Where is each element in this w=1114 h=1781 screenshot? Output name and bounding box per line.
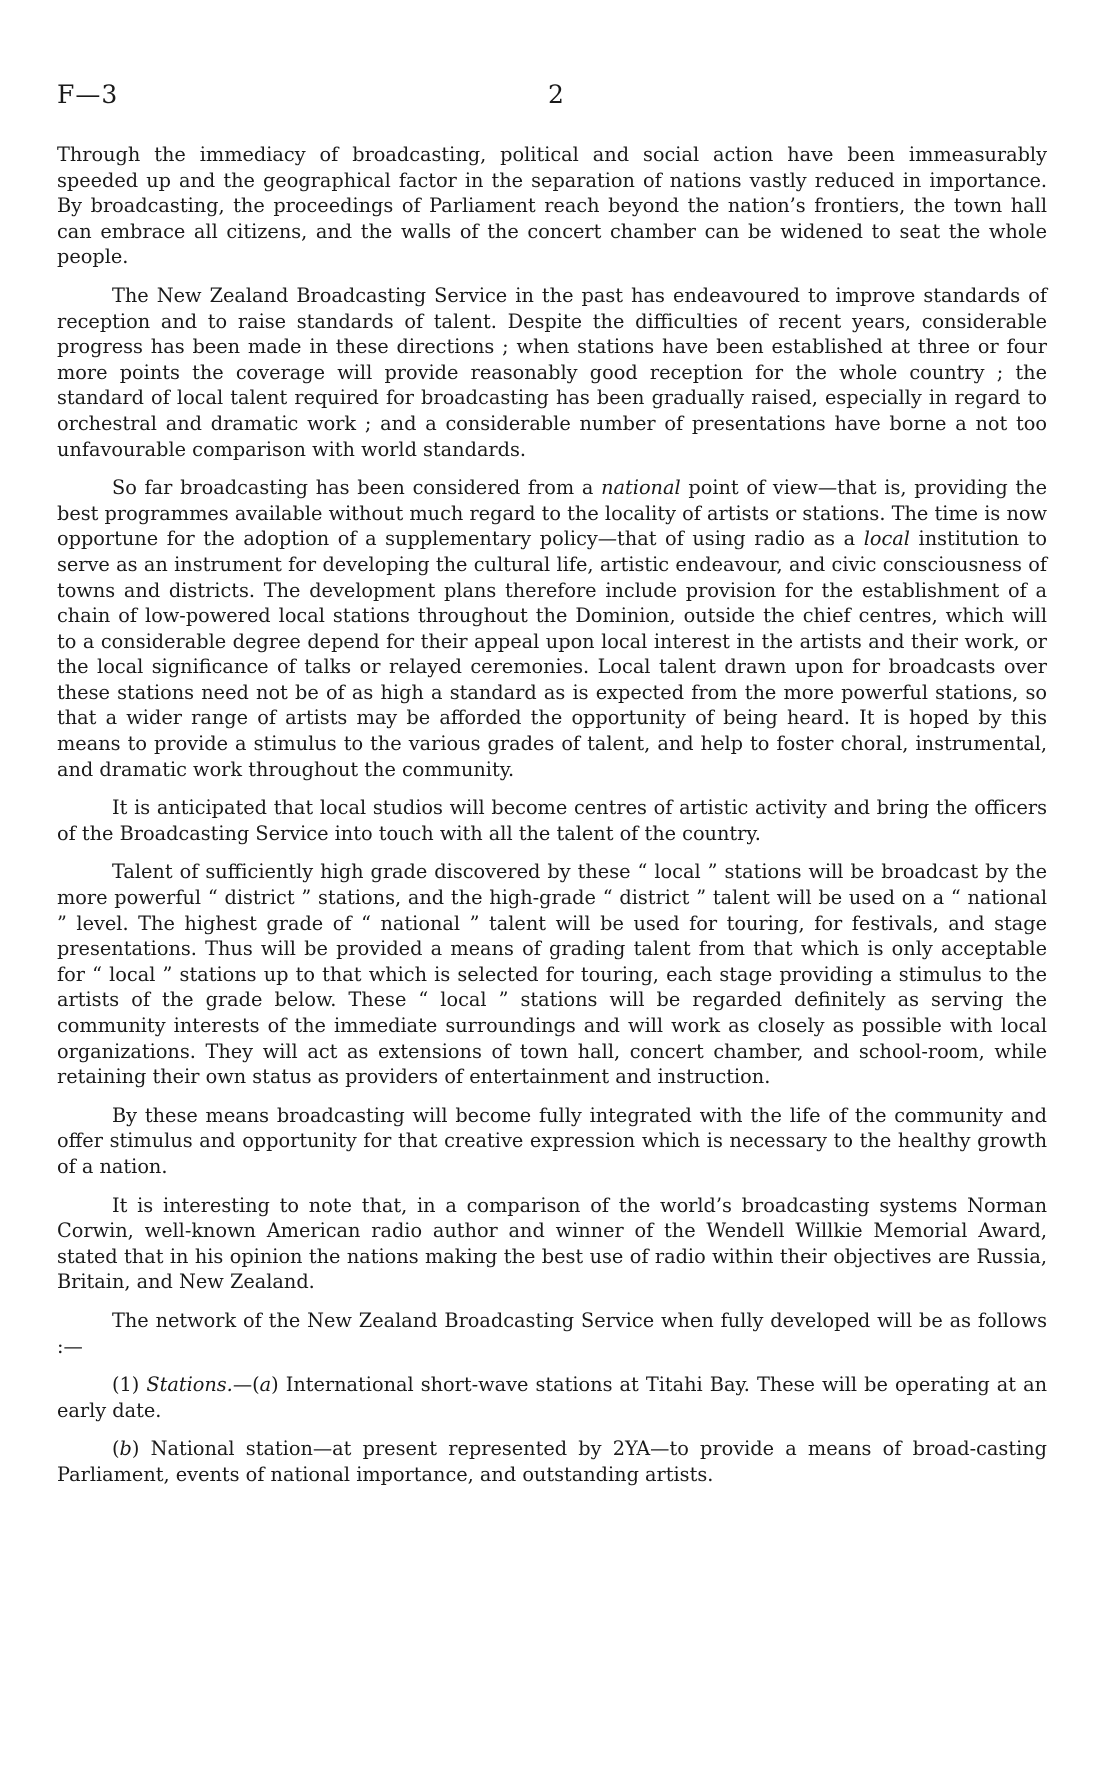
list-item-text: ( (112, 1437, 120, 1461)
emphasis-text: Stations. (146, 1373, 233, 1397)
emphasis-text: local (863, 527, 910, 551)
paragraph-text: So far broadcasting has been considered from a (112, 476, 602, 500)
paragraph: It is anticipated that local studios will become centres of artistic activity and bring the officers of the Broadcasting Service into touch with all the talent of the country. (57, 796, 1047, 845)
paragraph: The network of the New Zealand Broadcasting Service when fully developed will be as follows :— (57, 1308, 1047, 1358)
paragraph (57, 475, 1047, 782)
paragraph: It is interesting to note that, in a comparison of the world’s broadcasting systems Norman Corwin, well-known American radio author and winner of the Wendell Willkie Memorial Award, stated that in his opinion the nations making the best use of radio within their objectives are Russia, Britain, and New Zealand. (57, 1193, 1047, 1294)
list-item-text: —( (232, 1373, 260, 1397)
list-item (57, 1436, 1047, 1487)
list-item (57, 1372, 1047, 1423)
page-number: 2 (548, 80, 564, 109)
paragraph: By these means broadcasting will become fully integrated with the life of the community and offer stimulus and opportunity for that creative expression which is necessary to the healthy growth of a nation. (57, 1103, 1047, 1178)
paragraph: The New Zealand Broadcasting Service in the past has endeavoured to improve standards of reception and to raise standards of talent. Despite the difficulties of recent years, considerable progress has been made in these directions ; when stations have been established at three or four more points the coverage will provide reasonably good reception for the whole country ; the standard of local talent required for broadcasting has been gradually raised, especially in regard to orchestral and dramatic work ; and a considerable number of presentations have borne a not too unfavourable comparison with world standards. (57, 283, 1047, 461)
emphasis-text: a (259, 1373, 272, 1397)
paragraph: Talent of sufficiently high grade discovered by these “ local ” stations will be broadcast by the more powerful “ district ” stations, and the high-grade “ district ” talent will be used on a “ national ” level. The highest grade of “ national ” talent will be used for touring, for festivals, and stage presentations. Thus will be provided a means of grading talent from that which is only acceptable for “ local ” stations up to that which is selected for touring, each stage providing a stimulus to the artists of the grade below. These “ local ” stations will be regarded definitely as serving the community interests of the immediate surroundings and will work as closely as possible with local organizations. They will act as extensions of town hall, concert chamber, and school-room, while retaining their own status as providers of entertainment and instruction. (57, 860, 1047, 1089)
list-item-text: (1) (112, 1373, 147, 1397)
document-reference: F—3 (57, 80, 119, 109)
emphasis-text: b (119, 1437, 132, 1461)
emphasis-text: national (601, 476, 681, 500)
paragraph: Through the immediacy of broadcasting, political and social action have been immeasurably speeded up and the geographical factor in the separation of nations vastly reduced in importance. By broadcasting, the proceedings of Parliament reach beyond the nation’s frontiers, the town hall can embrace all citizens, and the walls of the concert chamber can be widened to seat the whole people. (57, 143, 1047, 269)
paragraph-text: point of view—that is, providing the best programmes available without much regard to the locality of artists or stations. The time is now opportune for the adoption of a supplementary policy—that of using radio as a (57, 476, 1047, 551)
body-text (57, 142, 1047, 1501)
list-item-text: ) National station—at present represented by 2YA—to provide a means of broad-casting Parliament, events of national importance, and outstanding artists. (57, 1437, 1047, 1486)
list-item-text: ) International short-wave stations at Titahi Bay. These will be operating at an early date. (57, 1373, 1047, 1422)
paragraph-text: institution to serve as an instrument for developing the cultural life, artistic endeavour, and civic consciousness of towns and districts. The development plans therefore include provision for the establishment of a chain of low-powered local stations throughout the Dominion, outside the chief centres, which will to a considerable degree depend for their appeal upon local interest in the artists and their work, or the local significance of talks or relayed ceremonies. Local talent drawn upon for broadcasts over these stations need not be of as high a standard as is expected from the more powerful stations, so that a wider range of artists may be afforded the opportunity of being heard. It is hoped by this means to provide a stimulus to the various grades of talent, and help to foster choral, instrumental, and dramatic work throughout the community. (57, 527, 1047, 781)
